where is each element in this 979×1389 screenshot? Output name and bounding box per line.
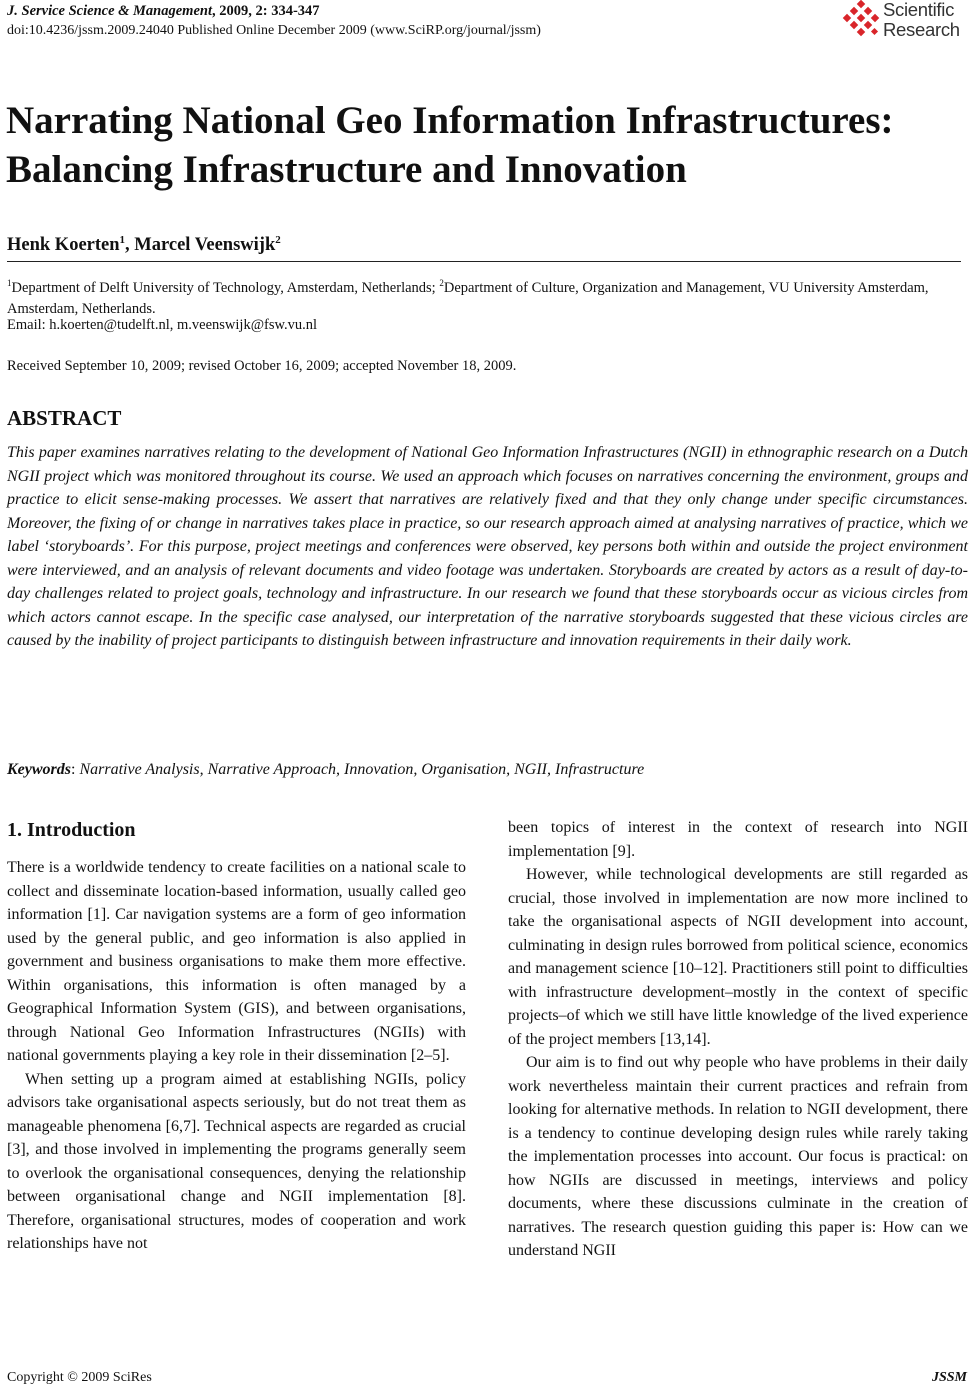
logo-line-1: Scientific	[883, 0, 955, 20]
journal-name: J. Service Science & Management	[7, 3, 212, 19]
scientific-research-logo-icon	[841, 0, 881, 44]
keywords-label: Keywords	[7, 761, 71, 778]
affiliation-2: Department of Culture, Organization and Management, VU University Amsterdam, Amsterdam, Netherlands.	[7, 279, 929, 317]
section-heading-introduction: 1. Introduction	[7, 819, 136, 841]
title-line-1: Narrating National Geo Information Infrastructures:	[6, 99, 894, 142]
keywords-list: Narrative Analysis, Narrative Approach, Innovation, Organisation, NGII, Infrastructure	[79, 761, 645, 778]
paragraph: Our aim is to find out why people who have problems in their daily work nevertheless maintain their current practices and refrain from looking for alternative methods. In relation to NGII development, there is a tendency to continue developing design rules while rarely taking the implementation processes into account. Our focus is practical: on how NGIIs are discussed in meetings, interviews and policy documents, where these discussions culminate in the creation of narratives. The research question guiding this paper is: How can we understand NGII	[508, 1054, 968, 1259]
paragraph: been topics of interest in the context of research into NGII implementation [9].	[508, 819, 968, 860]
affil-mark-2: 2	[439, 278, 444, 288]
right-column	[508, 816, 968, 1263]
title-line-2: Balancing Infrastructure and Innovation	[6, 148, 687, 191]
author-2: , Marcel Veenswijk	[125, 235, 276, 256]
paragraph: There is a worldwide tendency to create facilities on a national scale to collect and disseminate location-based information, usually called geo information [1]. Car navigation systems are a form of geo information used by the general public, and geo information is also applied in government and business organisations to make them more effective. Within organisations, this information is often managed by a Geographical Information System (GIS), and between organisations, through National Geo Information Infrastructures (NGIIs) with national governments playing a key role in their dissemination [2–5].	[7, 859, 466, 1064]
header-divider	[7, 261, 961, 262]
paper-title	[6, 96, 979, 194]
doi-line: doi:10.4236/jssm.2009.24040 Published Online December 2009 (www.SciRP.org/journal/jssm)	[7, 23, 541, 38]
abstract-text: This paper examines narratives relating to the development of National Geo Information Infrastructures (NGII) in ethnographic research on a Dutch NGII project which was monitored throughout its course. We used an approach which focuses on narratives concerning the environment, groups and practice to elicit sense-making processes. We assert that narratives are relatively fixed and that they only change under specific circumstances. Moreover, the fixing of or change in narratives takes place in practice, so our research approach aimed at analysing narratives of practice, which we label ‘storyboards’. For this purpose, project meetings and conferences were observed, key persons both within and outside the project environment were interviewed, and an analysis of relevant documents and video footage was undertaken. Storyboards are created by actors as a result of day-to-day challenges related to project goals, technology and infrastructure. In our research we found that these storyboards occur as vicious circles from which actors cannot escape. In the specific case analysed, our interpretation of the narrative storyboards suggested that these vicious circles are caused by the inability of project participants to distinguish between infrastructure and innovation requirements in their daily work.	[7, 444, 968, 649]
paragraph: When setting up a program aimed at establishing NGIIs, policy advisors take organisational aspects seriously, but do not treat them as manageable phenomena [6,7]. Technical aspects are regarded as crucial [3], and those involved in implementing the programs generally seem to overlook the organisational consequences, denying the relationship between organisational change and NGII implementation [8]. Therefore, organisational structures, modes of cooperation and work relationships have not	[7, 1070, 466, 1252]
author-1: Henk Koerten	[7, 235, 120, 256]
left-column	[7, 856, 466, 1256]
logo-line-2: Research	[883, 19, 960, 40]
footer-copyright: Copyright © 2009 SciRes	[7, 1370, 152, 1385]
paragraph: However, while technological developments are still regarded as crucial, those involved in implementation are now more inclined to take the organisational aspects of NGII development into account, culminating in design rules borrowed from political science, economics and management science [10–12]. Practitioners still point to difficulties with infrastructure development–mostly in the context of specific projects–of which we still have little knowledge of the lived experience of the project members [13,14].	[508, 866, 968, 1048]
affil-mark-1: 1	[7, 278, 12, 288]
affiliations	[7, 273, 967, 320]
keywords-colon: :	[71, 761, 80, 778]
authors	[7, 228, 281, 257]
keywords	[7, 759, 644, 781]
volume-info: , 2009, 2: 334-347	[211, 3, 320, 19]
journal-citation	[7, 2, 320, 21]
publisher-logo	[841, 0, 969, 44]
received-dates: Received September 10, 2009; revised October 16, 2009; accepted November 18, 2009.	[7, 358, 517, 374]
author-1-affil-mark: 1	[119, 234, 126, 246]
footer-journal-abbr: JSSM	[931, 1370, 967, 1385]
author-emails: Email: h.koerten@tudelft.nl, m.veenswijk@fsw.vu.nl	[7, 317, 318, 333]
author-2-affil-mark: 2	[275, 234, 281, 246]
affiliation-1: Department of Delft University of Technology, Amsterdam, Netherlands;	[11, 279, 440, 296]
logo-text	[883, 0, 960, 40]
abstract-heading: ABSTRACT	[7, 406, 122, 430]
